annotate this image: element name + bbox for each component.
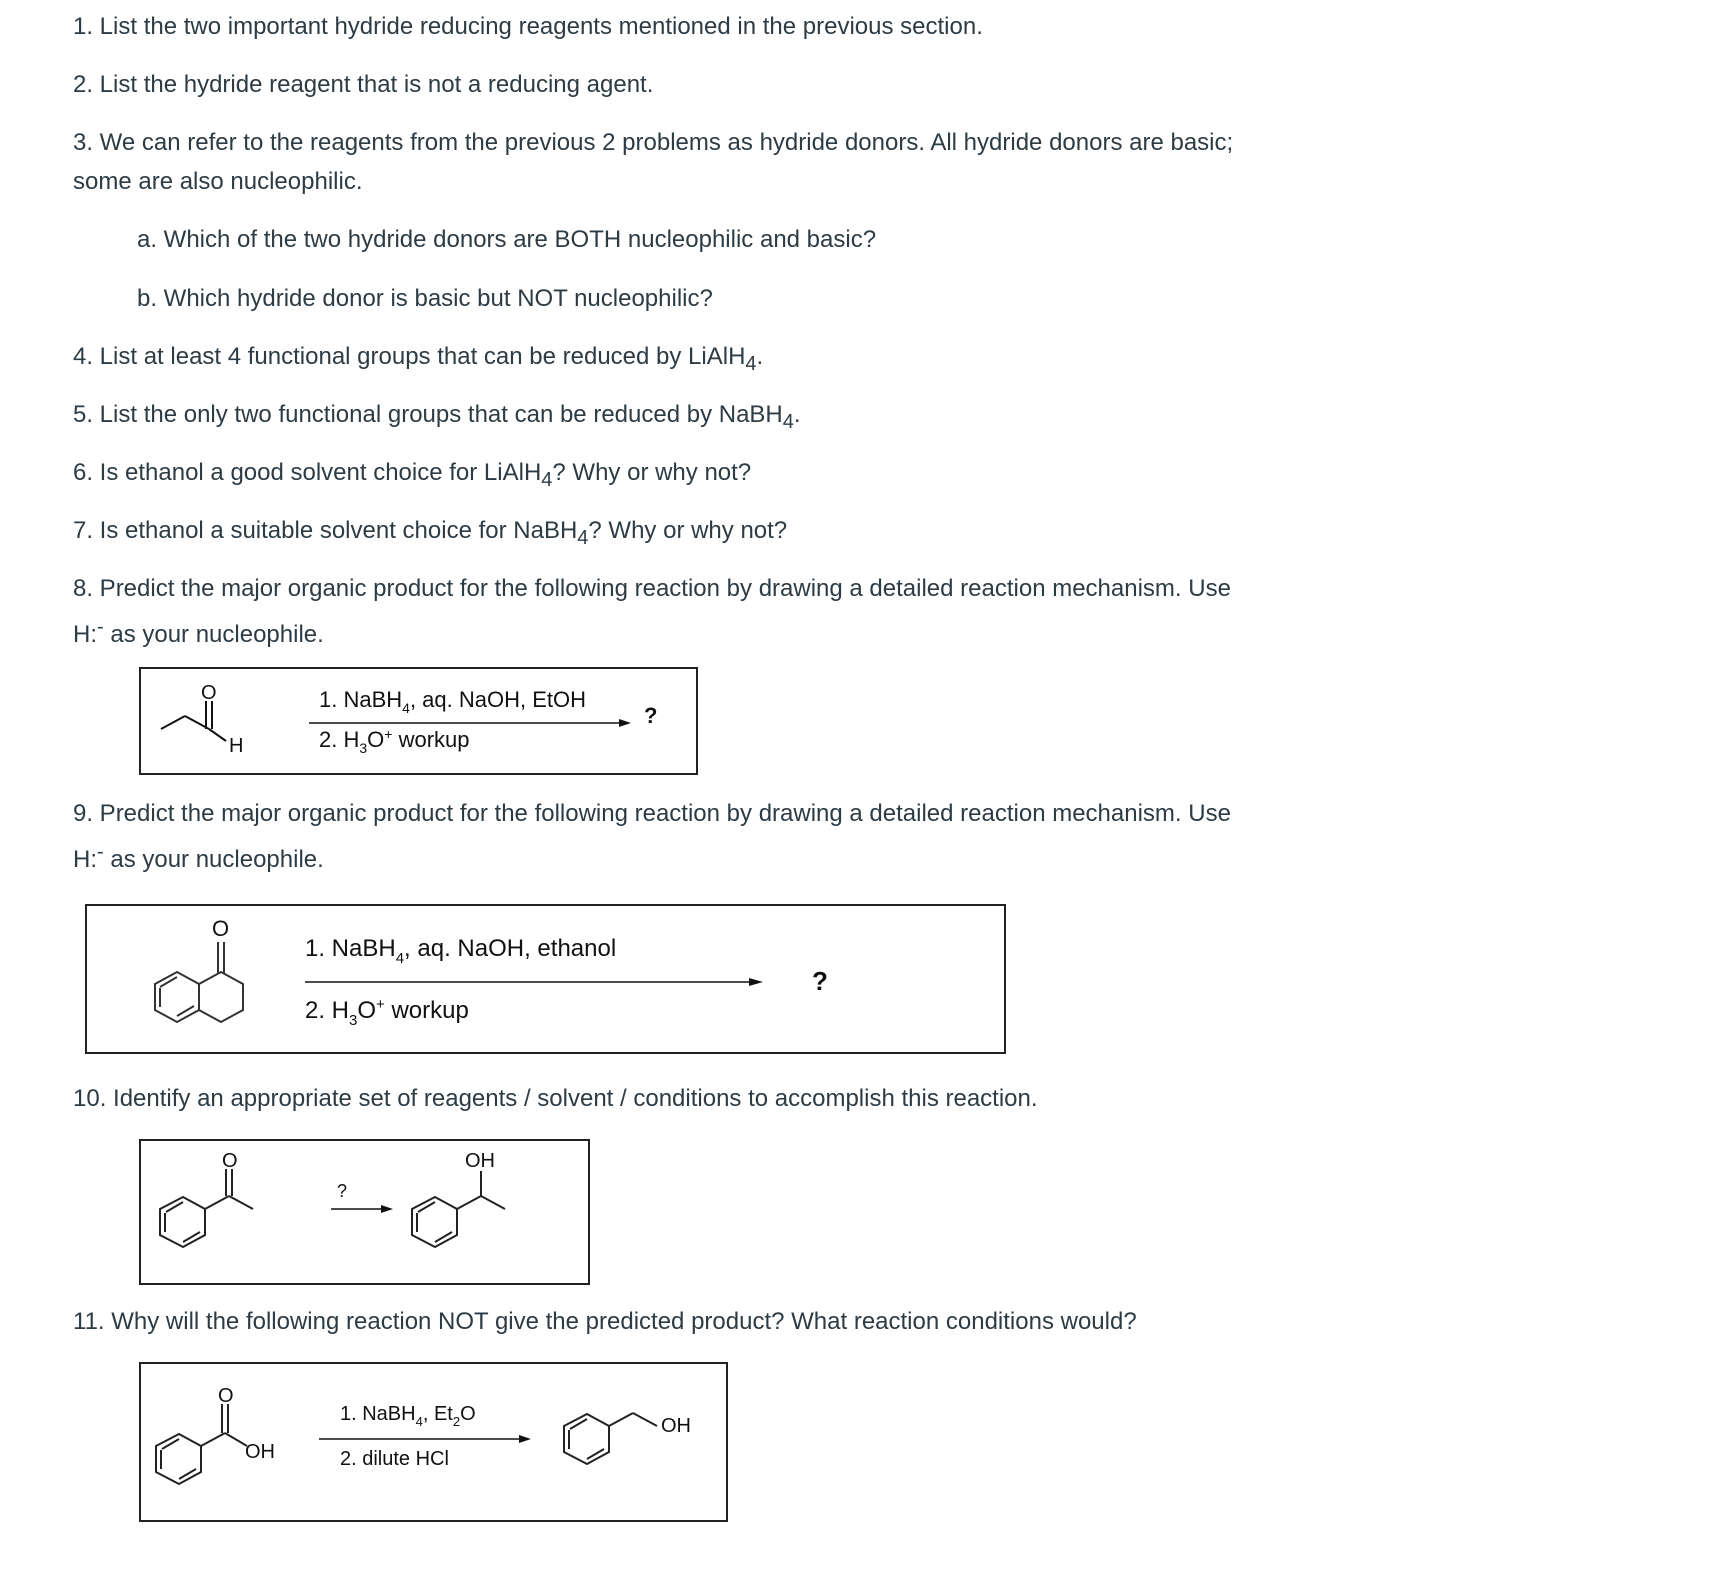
- scheme-8-step-1: 1. NaBH$_4$, aq. NaOH, EtOH: [319, 687, 587, 716]
- question-2: 2. List the hydride reagent that is not a reducing agent.: [73, 71, 654, 98]
- scheme-9-step-2: 2. $H_3O^+$ workup: [305, 996, 469, 1029]
- question-5-end: .: [793, 401, 801, 428]
- question-9-line-1: 9. Predict the major organic product for the following reaction by drawing a detailed reaction mechanism. Use: [73, 800, 1231, 827]
- reaction-scheme-8: [139, 667, 698, 775]
- question-3-line-2: some are also nucleophilic.: [73, 168, 363, 195]
- aldehyde-hydrogen: H: [229, 735, 244, 757]
- question-9-charge: -: [97, 841, 104, 863]
- reagent-unknown: ?: [337, 1181, 348, 1201]
- scheme-8-product: ?: [644, 703, 658, 728]
- scheme-8-step-2: 2. $H_3O^+$ workup: [319, 726, 470, 756]
- question-3-line-1: 3. We can refer to the reagents from the previous 2 problems as hydride donors. All hydride donors are basic;: [73, 129, 1234, 156]
- question-10: 10. Identify an appropriate set of reagents / solvent / conditions to accomplish this reaction.: [73, 1085, 1038, 1112]
- question-5-text: 5. List the only two functional groups that can be reduced by NaBH: [73, 401, 783, 428]
- tetralone-structure: [155, 942, 243, 1022]
- question-6-subscript: 4: [541, 468, 553, 491]
- question-6: [73, 454, 751, 499]
- phenylethanol-product-structure: [564, 1413, 657, 1464]
- question-11: 11. Why will the following reaction NOT give the predicted product? What reaction conditions would?: [73, 1308, 1137, 1335]
- question-5: [73, 396, 801, 441]
- scheme-11-step-2: 2. dilute HCl: [340, 1448, 449, 1470]
- question-9-hydride: H:: [73, 846, 97, 873]
- reaction-scheme-9: [85, 904, 1006, 1054]
- carbonyl-oxygen: O: [218, 1385, 234, 1407]
- question-8-line-1: 8. Predict the major organic product for the following reaction by drawing a detailed reaction mechanism. Use: [73, 575, 1231, 602]
- question-6-end: ? Why or why not?: [552, 459, 752, 486]
- question-4: [73, 338, 763, 383]
- reaction-scheme-10: [139, 1139, 590, 1285]
- reaction-scheme-11: [139, 1362, 728, 1522]
- question-8-charge: -: [97, 616, 104, 638]
- arrow-head: [619, 719, 631, 727]
- question-7-end: ? Why or why not?: [588, 517, 788, 544]
- alcohol-oh: OH: [465, 1150, 495, 1172]
- aldehyde-structure: [161, 701, 226, 741]
- arrow-head: [749, 978, 763, 986]
- ketone-oxygen: O: [212, 916, 230, 941]
- question-9-line-2: [73, 833, 324, 879]
- question-4-end: .: [756, 343, 764, 370]
- question-1: 1. List the two important hydride reducing reagents mentioned in the previous section.: [73, 13, 983, 40]
- ketone-oxygen: O: [222, 1150, 238, 1172]
- question-7: [73, 512, 787, 557]
- question-8-line-2: [73, 608, 324, 654]
- acid-oh: OH: [245, 1441, 275, 1463]
- scheme-11-step-1: 1. NaBH$_4$, $Et_2O$: [340, 1403, 476, 1429]
- question-5-subscript: 4: [782, 410, 794, 433]
- carbonyl-oxygen: O: [201, 682, 217, 704]
- question-9-end: as your nucleophile.: [103, 846, 324, 873]
- phenylacetic-acid-structure: [156, 1404, 247, 1484]
- question-8-hydride: H:: [73, 621, 97, 648]
- arrow-head: [519, 1435, 531, 1443]
- question-4-subscript: 4: [745, 352, 757, 375]
- scheme-9-step-1: 1. NaBH$_4$, aq. NaOH, ethanol: [305, 935, 617, 967]
- phenylethanol-structure: [412, 1171, 505, 1247]
- question-7-text: 7. Is ethanol a suitable solvent choice for NaBH: [73, 517, 578, 544]
- question-7-subscript: 4: [577, 526, 589, 549]
- question-4-text: 4. List at least 4 functional groups that can be reduced by LiAlH: [73, 343, 746, 370]
- question-3a: a. Which of the two hydride donors are BOTH nucleophilic and basic?: [137, 226, 877, 253]
- scheme-9-product: ?: [812, 966, 828, 996]
- question-6-text: 6. Is ethanol a good solvent choice for LiAlH: [73, 459, 542, 486]
- acetophenone-structure: [160, 1169, 253, 1247]
- arrow-head: [381, 1205, 393, 1213]
- question-3b: b. Which hydride donor is basic but NOT nucleophilic?: [137, 285, 713, 312]
- product-oh: OH: [661, 1415, 691, 1437]
- question-8-end: as your nucleophile.: [103, 621, 324, 648]
